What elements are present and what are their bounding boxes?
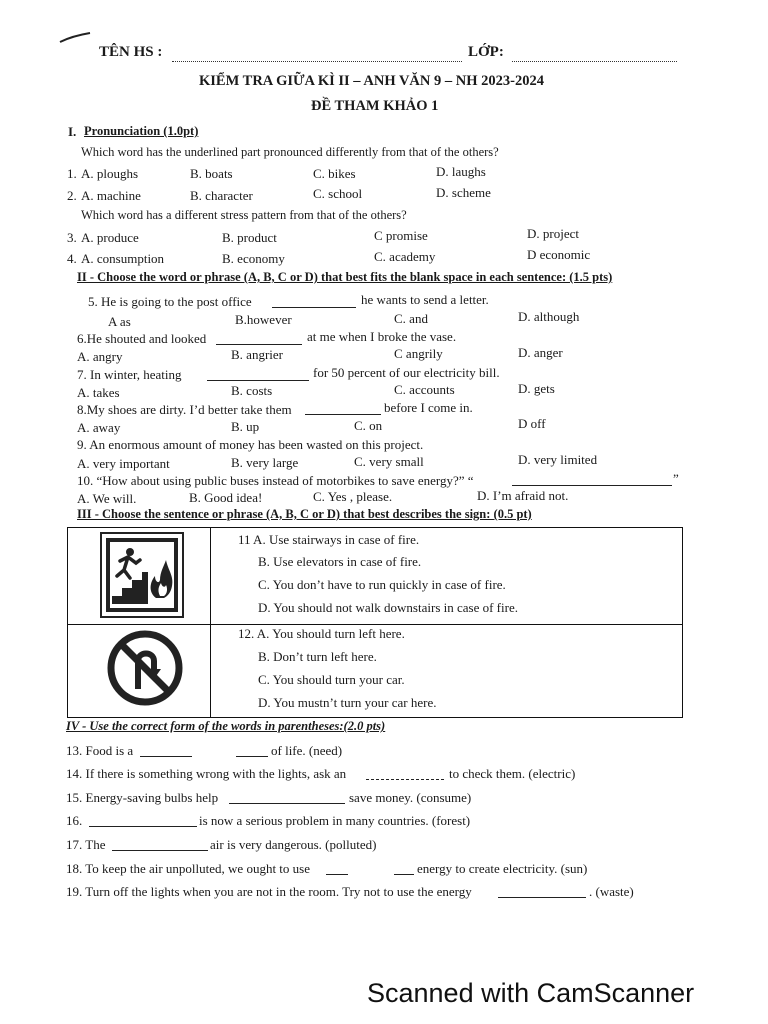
sign1-option-c[interactable]: C. You don’t have to run quickly in case of fire. [258,577,506,592]
exam-title: KIỂM TRA GIỮA KÌ II – ANH VĂN 9 – NH 2023-2024 [199,73,544,89]
q7-stem-end: for 50 percent of our electricity bill. [313,365,500,380]
q8-blank[interactable] [305,413,381,415]
q6-blank[interactable] [216,343,302,345]
q2-option-a[interactable]: A. machine [81,188,141,203]
sign1-option-d[interactable]: D. You should not walk downstairs in case of fire. [258,600,518,615]
q3-option-a[interactable]: A. produce [81,230,139,245]
name-label: TÊN HS : [99,44,163,60]
q7-option-a[interactable]: A. takes [77,385,120,400]
q14-blank[interactable] [366,778,444,780]
q3-option-d[interactable]: D. project [527,226,579,241]
q9-option-c[interactable]: C. very small [354,454,424,469]
sign1-option-a[interactable]: 11 A. Use stairways in case of fire. [238,532,420,547]
q9-option-d[interactable]: D. very limited [518,452,598,467]
q4-option-a[interactable]: A. consumption [81,251,165,266]
q2-option-c[interactable]: C. school [313,186,363,201]
sign1-option-b[interactable]: B. Use elevators in case of fire. [258,554,422,569]
sign2-option-a[interactable]: 12. A. You should turn left here. [238,626,405,641]
q1-option-b[interactable]: B. boats [190,166,233,181]
q4-option-d[interactable]: D economic [527,247,591,262]
q9-stem: 9. An enormous amount of money has been wasted on this project. [77,437,424,452]
q17-blank[interactable] [112,849,208,851]
class-label: LỚP: [468,44,504,60]
q15-blank[interactable] [229,802,345,804]
q10-blank[interactable] [512,484,672,486]
fire-exit-stairs-icon [100,532,184,618]
q9-option-b[interactable]: B. very large [231,455,299,470]
q10-option-d[interactable]: D. I’m afraid not. [477,488,569,503]
q2-number: 2. [67,188,77,203]
section1-instruction-2: Which word has a different stress pattern from that of the others? [81,208,407,222]
signs-table [67,527,683,718]
section4-heading: IV - Use the correct form of the words in parentheses:(2.0 pts) [66,719,386,733]
q13-blank-2[interactable] [236,755,268,757]
q5-option-b[interactable]: B.however [235,312,292,327]
section1-heading: Pronunciation (1.0pt) [84,124,199,138]
q4-option-b[interactable]: B. economy [222,251,285,266]
q6-option-c[interactable]: C angrily [394,346,443,361]
q10-stem-start: 10. “How about using public buses instead of motorbikes to save energy?” “ [77,473,474,488]
q10-option-b[interactable]: B. Good idea! [189,490,263,505]
q6-option-d[interactable]: D. anger [518,345,563,360]
q18-stem-start: 18. To keep the air unpolluted, we ought to use [66,861,310,876]
q3-option-c[interactable]: C promise [374,228,428,243]
q10-stem-end: ” [673,471,679,486]
q6-option-a[interactable]: A. angry [77,349,123,364]
q7-option-c[interactable]: C. accounts [394,382,455,397]
section2-heading: II - Choose the word or phrase (A, B, C or D) that best fits the blank space in each sentence: (1.5 pts) [77,270,613,284]
q10-option-a[interactable]: A. We will. [77,491,137,506]
q18-stem-end: energy to create electricity. (sun) [417,861,588,876]
q17-stem-start: 17. The [66,837,106,852]
q9-option-a[interactable]: A. very important [77,456,170,471]
q16-blank[interactable] [89,825,197,827]
q18-blank-1[interactable] [326,873,348,875]
q8-option-a[interactable]: A. away [77,420,121,435]
q17-stem-end: air is very dangerous. (polluted) [210,837,377,852]
q3-number: 3. [67,230,77,245]
q6-option-b[interactable]: B. angrier [231,347,283,362]
q19-blank[interactable] [498,896,586,898]
q1-option-a[interactable]: A. ploughs [81,166,139,181]
table-divider-horizontal [68,624,682,625]
q14-stem-start: 14. If there is something wrong with the lights, ask an [66,766,347,781]
q4-option-c[interactable]: C. academy [374,249,436,264]
q5-option-a[interactable]: A as [108,314,131,329]
q5-stem-start: 5. He is going to the post office [88,294,252,309]
q14-stem-end: to check them. (electric) [449,766,576,781]
q18-blank-2[interactable] [394,873,414,875]
no-u-turn-icon [106,629,184,707]
q5-blank[interactable] [272,306,356,308]
q16-stem-start: 16. [66,813,83,828]
q10-option-c[interactable]: C. Yes , please. [313,489,393,504]
q8-option-d[interactable]: D off [518,416,546,431]
q7-blank[interactable] [207,379,309,381]
q7-option-b[interactable]: B. costs [231,383,273,398]
section1-instruction-1: Which word has the underlined part pronounced differently from that of the others? [81,145,499,159]
q6-stem-start: 6.He shouted and looked [77,331,207,346]
sign2-option-d[interactable]: D. You mustn’t turn your car here. [258,695,437,710]
q19-stem-end: . (waste) [589,884,634,899]
q5-option-d[interactable]: D. although [518,309,580,324]
q8-option-b[interactable]: B. up [231,419,260,434]
q4-number: 4. [67,251,77,266]
q8-option-c[interactable]: C. on [354,418,383,433]
q15-stem-end: save money. (consume) [349,790,472,805]
q8-stem-start: 8.My shoes are dirty. I’d better take them [77,402,292,417]
q5-stem-end: he wants to send a letter. [361,292,489,307]
camscanner-watermark: Scanned with CamScanner [367,978,695,1008]
q13-stem-start: 13. Food is a [66,743,134,758]
q13-blank-1[interactable] [140,755,192,757]
q15-stem-start: 15. Energy-saving bulbs help [66,790,219,805]
pen-mark [58,30,92,46]
q2-option-b[interactable]: B. character [190,188,253,203]
section3-heading: III - Choose the sentence or phrase (A, B, C or D) that best describes the sign: (0.5 pt) [77,507,532,521]
class-field[interactable] [512,61,677,62]
q6-stem-end: at me when I broke the vase. [307,329,457,344]
q13-stem-end: of life. (need) [271,743,343,758]
table-divider-vertical [210,528,211,717]
q1-option-d[interactable]: D. laughs [436,164,486,179]
section1-number: I. [68,124,77,139]
q1-option-c[interactable]: C. bikes [313,166,356,181]
exam-subtitle: ĐỀ THAM KHẢO 1 [311,98,439,114]
q16-stem-end: is now a serious problem in many countries. (forest) [199,813,471,828]
q7-stem-start: 7. In winter, heating [77,367,182,382]
q5-option-c[interactable]: C. and [394,311,428,326]
sign2-option-b[interactable]: B. Don’t turn left here. [258,649,377,664]
q1-number: 1. [67,166,77,181]
q2-option-d[interactable]: D. scheme [436,185,491,200]
q7-option-d[interactable]: D. gets [518,381,555,396]
sign2-option-c[interactable]: C. You should turn your car. [258,672,405,687]
q8-stem-end: before I come in. [384,400,473,415]
q19-stem-start: 19. Turn off the lights when you are not in the room. Try not to use the energy [66,884,472,899]
q3-option-b[interactable]: B. product [222,230,277,245]
name-field[interactable] [172,61,462,62]
